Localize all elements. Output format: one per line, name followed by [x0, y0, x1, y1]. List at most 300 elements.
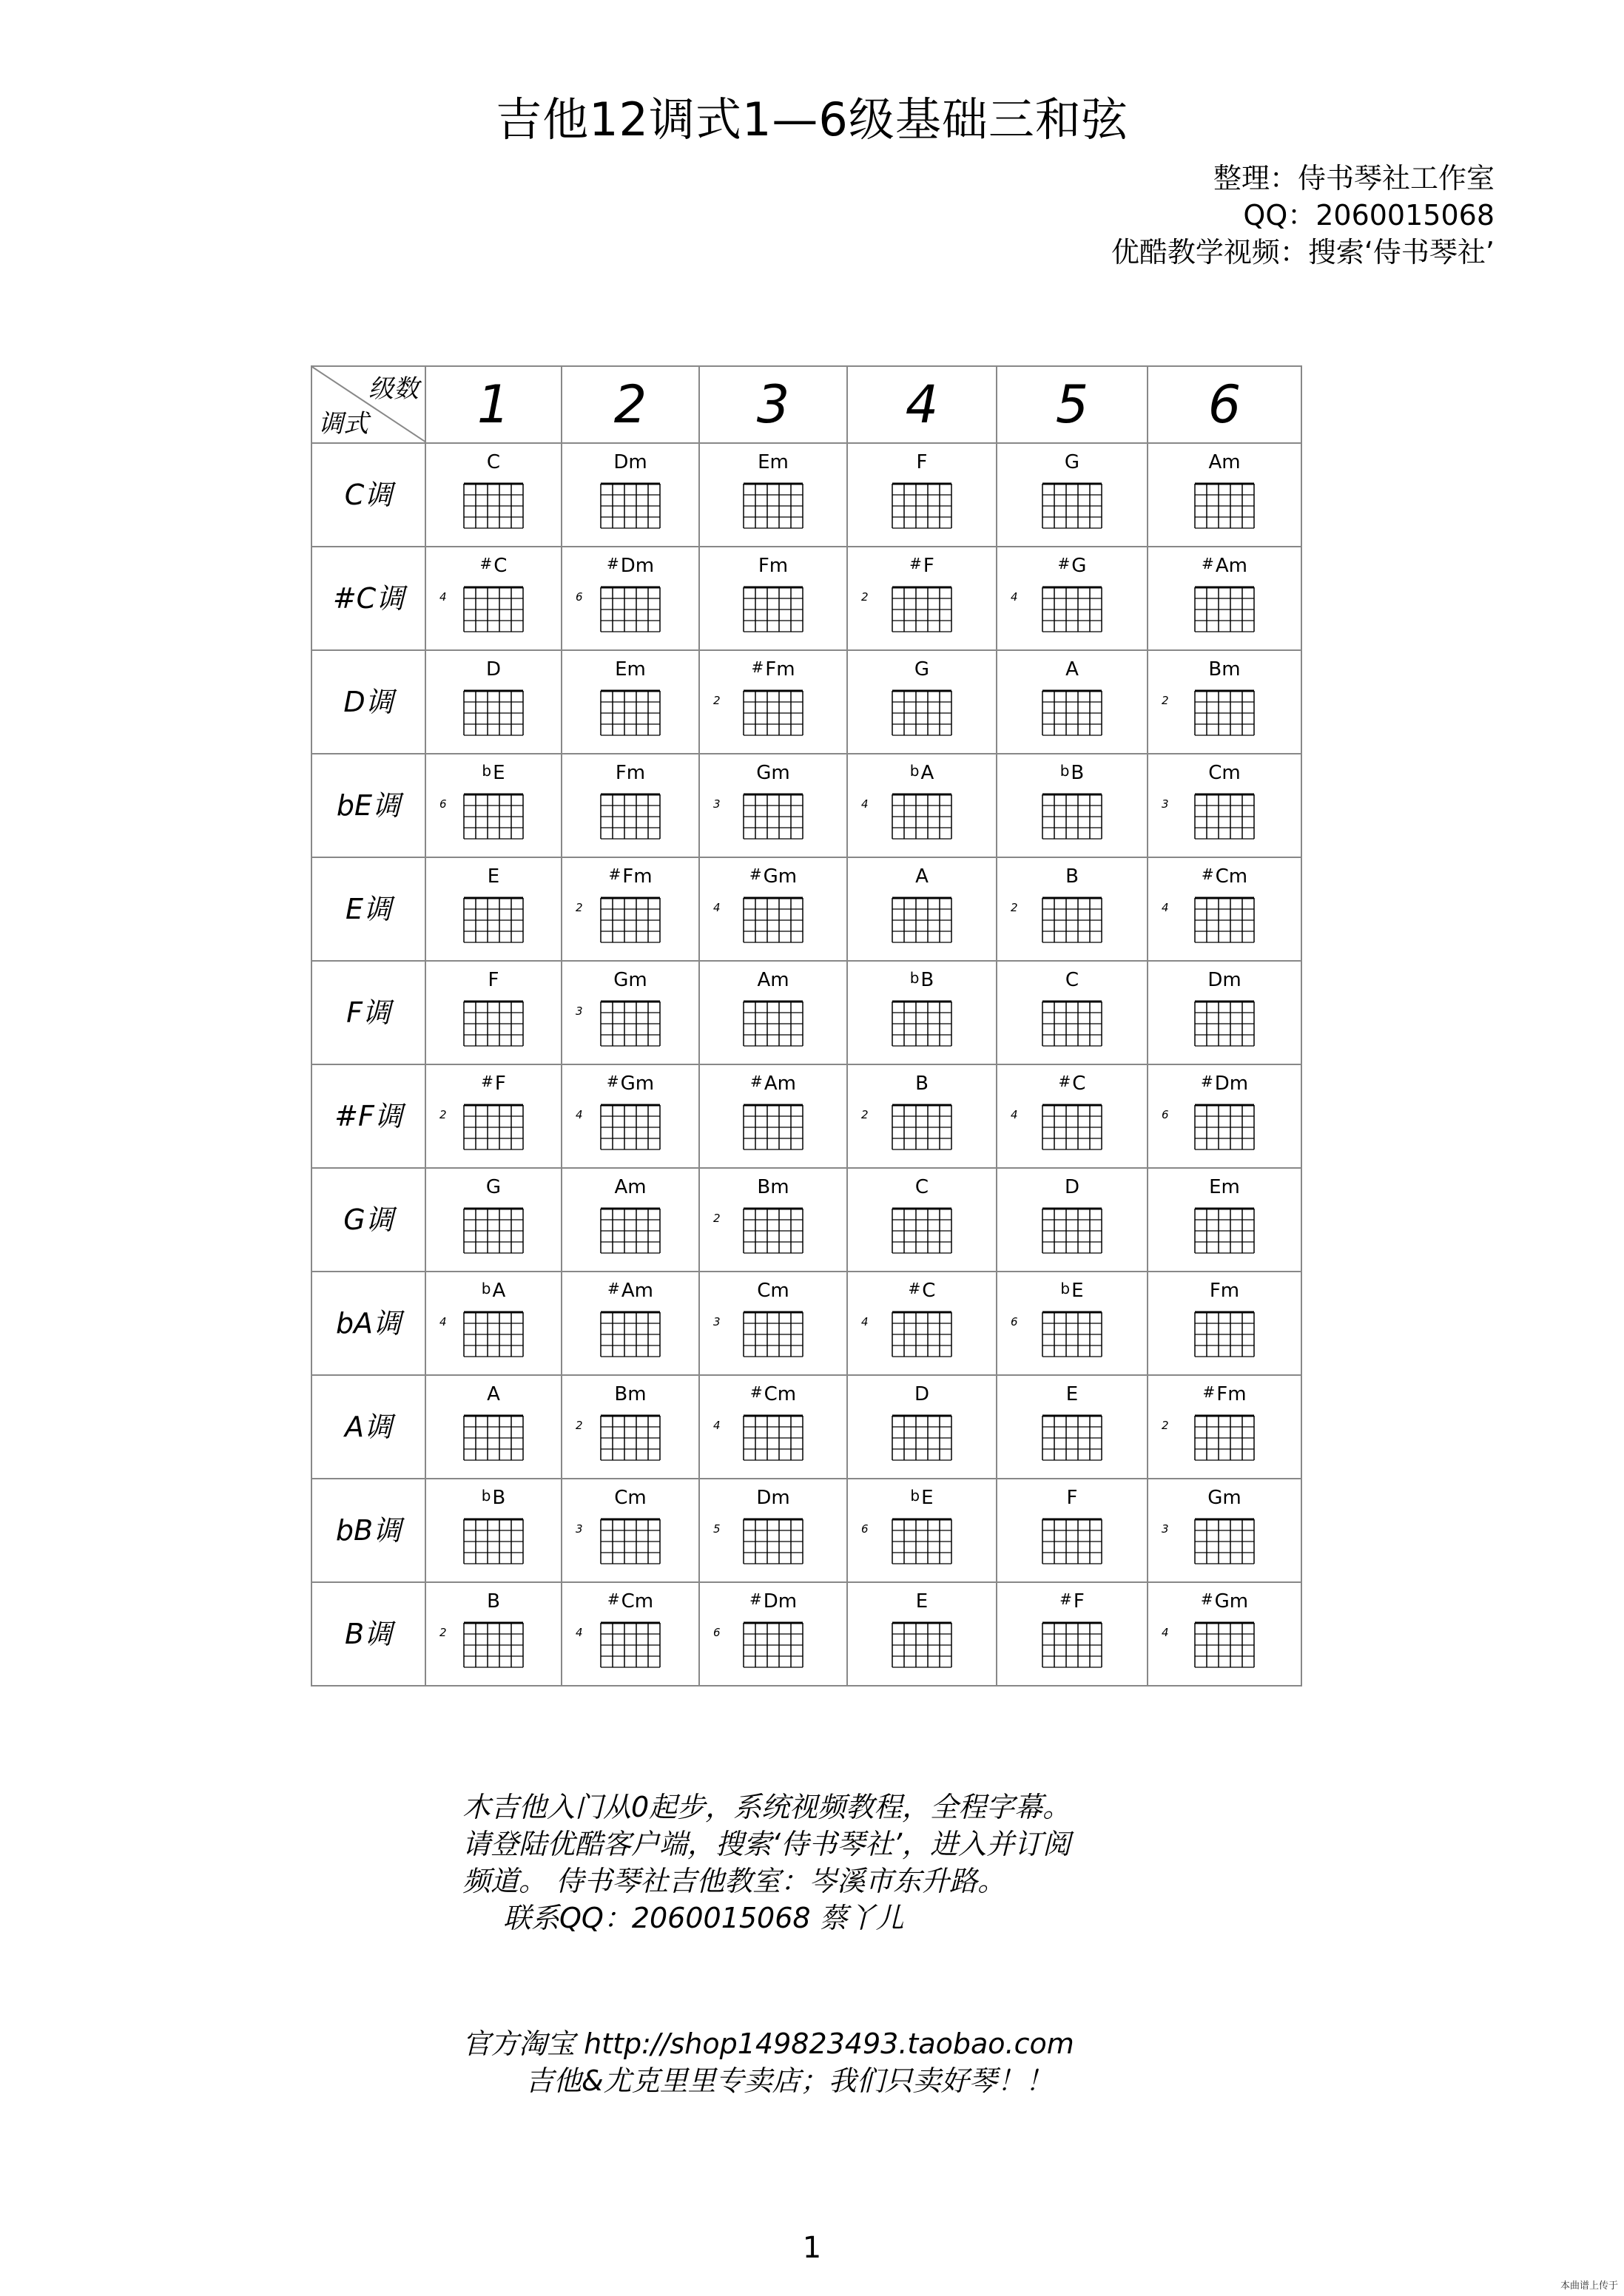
chord-name — [1148, 555, 1301, 577]
chord-diagram — [742, 1516, 804, 1565]
chord-cell — [699, 547, 847, 650]
key-label: C调 — [344, 479, 393, 511]
chord-name — [997, 1487, 1147, 1509]
chord-name-text: Cm — [764, 1383, 797, 1405]
chord-name — [426, 555, 561, 577]
chord-cell — [699, 961, 847, 1064]
chord-cell — [425, 1064, 562, 1168]
fretboard-grid — [1193, 1309, 1256, 1358]
chord-name — [700, 969, 846, 991]
chord-name — [426, 1383, 561, 1405]
chord-cell — [997, 961, 1148, 1064]
chord-diagram — [1041, 481, 1103, 530]
chord-cell — [847, 754, 997, 857]
chord-cell — [1148, 754, 1301, 857]
accidental-mark: # — [1201, 865, 1214, 883]
key-label: E调 — [345, 893, 391, 925]
chord-name-text: F — [1073, 1590, 1085, 1613]
fretboard-grid — [599, 1516, 661, 1565]
chord-name-text: C — [486, 451, 501, 473]
chord-cell — [1148, 650, 1301, 754]
chord-cell — [562, 1479, 699, 1582]
accidental-mark: b — [909, 762, 920, 780]
chord-name-text: D — [485, 658, 502, 681]
degree-number: 6 — [1207, 374, 1241, 435]
fret-position-number: 2 — [861, 590, 869, 604]
fret-position-number: 6 — [1162, 1108, 1169, 1121]
accidental-mark: # — [749, 1590, 762, 1608]
chord-name-text: Gm — [756, 762, 790, 784]
chord-cell — [425, 1375, 562, 1479]
chord-cell — [997, 857, 1148, 961]
accidental-mark: b — [481, 1280, 491, 1297]
chord-diagram — [1193, 481, 1256, 530]
fretboard-grid — [1193, 1102, 1256, 1151]
chord-name — [1148, 865, 1301, 888]
fretboard-grid — [891, 1620, 953, 1669]
chord-name-text: Cm — [1208, 762, 1241, 784]
fret-position-number: 5 — [713, 1522, 721, 1536]
chord-name — [562, 1590, 698, 1613]
chord-name — [997, 762, 1147, 784]
chord-cell — [997, 547, 1148, 650]
chord-name-text: Cm — [1215, 865, 1248, 888]
chord-diagram — [891, 481, 953, 530]
key-cell — [311, 1168, 425, 1272]
chord-cell — [425, 1168, 562, 1272]
chord-name — [426, 969, 561, 991]
page-title: 吉他12调式1—6级基础三和弦 — [496, 92, 1128, 146]
shop-link[interactable]: 官方淘宝 http://shop149823493.taobao.com — [462, 2027, 1074, 2060]
fretboard-grid — [742, 895, 804, 944]
fretboard-grid — [1193, 688, 1256, 737]
chord-name-text: Fm — [615, 762, 646, 784]
fret-position-number: 2 — [439, 1108, 447, 1121]
chord-name — [700, 1073, 846, 1095]
chord-diagram — [742, 1102, 804, 1151]
table-row — [311, 1479, 1301, 1582]
chord-name-text: Cm — [614, 1487, 647, 1509]
chord-diagram — [1193, 584, 1256, 633]
fretboard-grid — [1041, 1516, 1103, 1565]
accidental-mark: # — [1202, 555, 1214, 573]
chord-cell — [1148, 1168, 1301, 1272]
chord-name-text: F — [494, 1073, 506, 1095]
chord-cell — [425, 650, 562, 754]
fretboard-grid — [891, 1516, 953, 1565]
chord-name-text: Em — [615, 658, 646, 681]
chord-name — [997, 1590, 1147, 1613]
table-row — [311, 1582, 1301, 1686]
contact-line: 联系QQ：2060015068 蔡丫儿 — [503, 1902, 904, 1934]
chord-diagram — [462, 1620, 525, 1669]
chord-name — [426, 1280, 561, 1302]
table-row — [311, 443, 1301, 547]
chord-diagram — [891, 1516, 953, 1565]
fretboard-grid — [1041, 1413, 1103, 1462]
chord-name — [997, 969, 1147, 991]
chord-cell — [562, 1375, 699, 1479]
chord-diagram — [891, 1620, 953, 1669]
chord-name — [426, 1487, 561, 1509]
chord-name-text: Dm — [620, 555, 655, 577]
accidental-mark: # — [749, 1383, 763, 1401]
table-row — [311, 650, 1301, 754]
chord-name — [848, 865, 996, 888]
accidental-mark: # — [606, 555, 619, 573]
chord-diagram — [742, 895, 804, 944]
chord-name-text: F — [923, 555, 934, 577]
key-label: bE调 — [336, 789, 401, 822]
chord-name-text: Cm — [621, 1590, 654, 1613]
fret-position-number: 4 — [439, 1315, 447, 1328]
fretboard-grid — [462, 1309, 525, 1358]
chord-name-text: Dm — [613, 451, 647, 473]
key-cell — [311, 650, 425, 754]
chord-cell — [562, 547, 699, 650]
fretboard-grid — [742, 791, 804, 840]
table-row — [311, 1375, 1301, 1479]
chord-name — [426, 762, 561, 784]
promo-line-3: 频道。 侍书琴社吉他教室：岑溪市东升路。 — [462, 1865, 1006, 1897]
fret-position-number: 6 — [713, 1626, 721, 1639]
chord-name-text: Dm — [1214, 1073, 1249, 1095]
degree-heading: 级数 — [368, 374, 419, 404]
chord-cell — [847, 961, 997, 1064]
accidental-mark: b — [482, 762, 492, 780]
key-cell — [311, 547, 425, 650]
chord-name-text: C — [922, 1280, 936, 1302]
fretboard-grid — [1041, 1309, 1103, 1358]
fret-position-number: 4 — [713, 1419, 721, 1432]
chord-diagram — [1193, 1309, 1256, 1358]
chord-diagram — [1193, 688, 1256, 737]
fret-position-number: 3 — [576, 1004, 583, 1018]
video-line: 优酷教学视频：搜索‘侍书琴社’ — [1111, 236, 1495, 269]
chord-name — [700, 658, 846, 681]
fretboard-grid — [891, 999, 953, 1047]
chord-diagram — [462, 999, 525, 1047]
fretboard-grid — [462, 688, 525, 737]
chord-diagram — [742, 791, 804, 840]
fret-position-number: 4 — [1162, 901, 1169, 914]
fretboard-grid — [462, 999, 525, 1047]
chord-diagram — [599, 1309, 661, 1358]
fretboard-grid — [742, 1206, 804, 1255]
accidental-mark: # — [909, 555, 922, 573]
chord-cell — [699, 857, 847, 961]
chord-name — [562, 1383, 698, 1405]
chord-name — [426, 1073, 561, 1095]
chord-name-text: Fm — [1216, 1383, 1247, 1405]
chord-cell — [847, 650, 997, 754]
chord-name — [700, 1487, 846, 1509]
fret-position-number: 3 — [576, 1522, 583, 1536]
chord-diagram — [1041, 584, 1103, 633]
chord-name — [848, 1590, 996, 1613]
chord-diagram — [1041, 1309, 1103, 1358]
fretboard-grid — [599, 1309, 661, 1358]
fret-position-number: 2 — [1162, 1419, 1169, 1432]
accidental-mark: # — [481, 1073, 493, 1090]
fret-position-number: 4 — [713, 901, 721, 914]
degree-header-4 — [847, 366, 997, 443]
chord-diagram — [599, 584, 661, 633]
chord-cell — [425, 547, 562, 650]
chord-name-text: G — [914, 658, 930, 681]
fret-position-number: 6 — [576, 590, 583, 604]
fret-position-number: 3 — [1162, 797, 1169, 811]
chord-cell — [1148, 443, 1301, 547]
chord-cell — [699, 1375, 847, 1479]
fret-position-number: 4 — [861, 797, 869, 811]
fret-position-number: 2 — [1162, 694, 1169, 707]
chord-cell — [1148, 547, 1301, 650]
chord-cell — [425, 1272, 562, 1375]
chord-diagram — [1041, 688, 1103, 737]
fretboard-grid — [1041, 1620, 1103, 1669]
accidental-mark: # — [1200, 1073, 1213, 1090]
chord-name-text: E — [1065, 1383, 1079, 1405]
accidental-mark: b — [909, 969, 920, 987]
chord-cell — [847, 443, 997, 547]
chord-name-text: Gm — [1214, 1590, 1249, 1613]
chord-name — [426, 1590, 561, 1613]
chord-name-text: Am — [1215, 555, 1247, 577]
chord-name — [700, 1590, 846, 1613]
fretboard-grid — [462, 1620, 525, 1669]
promo-line-1: 木吉他入门从0起步，系统视频教程，全程字幕。 — [462, 1791, 1071, 1823]
chord-cell — [425, 1479, 562, 1582]
chord-diagram — [1193, 1516, 1256, 1565]
chord-name-text: Am — [757, 969, 789, 991]
fretboard-grid — [462, 1413, 525, 1462]
key-cell — [311, 443, 425, 547]
accidental-mark: b — [481, 1487, 491, 1505]
fretboard-grid — [742, 1620, 804, 1669]
chord-cell — [997, 650, 1148, 754]
chord-name — [562, 451, 698, 473]
fretboard-grid — [462, 895, 525, 944]
chord-name — [848, 1073, 996, 1095]
fret-position-number: 6 — [1011, 1315, 1018, 1328]
degree-header-6 — [1148, 366, 1301, 443]
qq-line: QQ：2060015068 — [1243, 199, 1495, 232]
chord-cell — [425, 961, 562, 1064]
chord-cell — [1148, 1479, 1301, 1582]
chord-cell — [847, 1272, 997, 1375]
chord-cell — [1148, 1064, 1301, 1168]
chord-name-text: Gm — [763, 865, 798, 888]
chord-diagram — [891, 1206, 953, 1255]
chord-diagram — [1041, 1413, 1103, 1462]
chord-cell — [1148, 1375, 1301, 1479]
fret-position-number: 4 — [439, 590, 447, 604]
footer-text: 本曲谱上传于 — [1560, 2280, 1618, 2292]
chord-name — [1148, 1383, 1301, 1405]
fretboard-grid — [891, 1206, 953, 1255]
fret-position-number: 2 — [1011, 901, 1018, 914]
accidental-mark: b — [1059, 762, 1070, 780]
chord-diagram — [742, 1206, 804, 1255]
fret-position-number: 4 — [1162, 1626, 1169, 1639]
chord-diagram — [1041, 1206, 1103, 1255]
chord-diagram — [462, 1102, 525, 1151]
chord-name — [700, 1176, 846, 1198]
chord-name — [562, 555, 698, 577]
chord-cell — [1148, 1582, 1301, 1686]
chord-diagram — [462, 895, 525, 944]
accidental-mark: # — [750, 1073, 763, 1090]
chord-cell — [699, 754, 847, 857]
chord-name-text: D — [1064, 1176, 1080, 1198]
chord-cell — [847, 857, 997, 961]
accidental-mark: # — [1057, 555, 1071, 573]
chord-name-text: Bm — [614, 1383, 647, 1405]
table-row — [311, 754, 1301, 857]
chord-name-text: C — [914, 1176, 929, 1198]
chord-cell — [562, 1064, 699, 1168]
key-heading: 调式 — [318, 409, 368, 439]
chord-diagram — [1041, 895, 1103, 944]
chord-name — [562, 1487, 698, 1509]
chord-cell — [562, 1272, 699, 1375]
key-cell — [311, 857, 425, 961]
chord-name — [426, 658, 561, 681]
chord-cell — [562, 961, 699, 1064]
chord-cell — [699, 443, 847, 547]
chord-cell — [562, 443, 699, 547]
chord-name — [562, 658, 698, 681]
chord-diagram — [891, 895, 953, 944]
chord-cell — [425, 443, 562, 547]
chord-name-text: E — [915, 1590, 929, 1613]
fret-position-number: 3 — [1162, 1522, 1169, 1536]
chord-cell — [425, 754, 562, 857]
chord-cell — [847, 547, 997, 650]
chord-name-text: Gm — [620, 1073, 655, 1095]
fretboard-grid — [742, 1102, 804, 1151]
chord-cell — [847, 1168, 997, 1272]
chord-cell — [847, 1375, 997, 1479]
key-label: A调 — [345, 1411, 392, 1443]
chord-diagram — [462, 1413, 525, 1462]
fretboard-grid — [599, 1413, 661, 1462]
chord-name — [562, 1280, 698, 1302]
chord-name — [562, 762, 698, 784]
chord-name — [562, 1176, 698, 1198]
chord-diagram — [1041, 1620, 1103, 1669]
fretboard-grid — [742, 1413, 804, 1462]
fret-position-number: 6 — [861, 1522, 869, 1536]
fretboard-grid — [742, 1516, 804, 1565]
chord-diagram — [742, 1620, 804, 1669]
chord-name — [1148, 451, 1301, 473]
fret-position-number: 2 — [713, 694, 721, 707]
chord-diagram — [462, 1309, 525, 1358]
chord-name-text: Bm — [1208, 658, 1241, 681]
chord-name — [997, 865, 1147, 888]
shop-slogan: 吉他&尤克里里专卖店；我们只卖好琴！！ — [525, 2064, 1054, 2097]
chord-name-text: B — [1065, 865, 1079, 888]
chord-name-text: Am — [1208, 451, 1241, 473]
chord-cell — [847, 1064, 997, 1168]
fretboard-grid — [891, 1102, 953, 1151]
chord-name-text: F — [1066, 1487, 1078, 1509]
chord-name — [997, 451, 1147, 473]
fret-position-number: 4 — [1011, 590, 1018, 604]
chord-name — [997, 1280, 1147, 1302]
chord-name-text: E — [487, 865, 500, 888]
chord-name-text: Am — [614, 1176, 647, 1198]
chord-name — [997, 1176, 1147, 1198]
fretboard-grid — [1193, 1620, 1256, 1669]
chord-diagram — [742, 481, 804, 530]
accidental-mark: # — [1059, 1590, 1072, 1608]
chord-diagram — [1193, 999, 1256, 1047]
chord-name — [997, 1073, 1147, 1095]
degree-number: 5 — [1055, 374, 1089, 435]
fretboard-grid — [462, 791, 525, 840]
fretboard-grid — [599, 481, 661, 530]
chord-name — [426, 865, 561, 888]
chord-name — [997, 658, 1147, 681]
chord-diagram — [599, 1102, 661, 1151]
key-label: F调 — [346, 996, 391, 1029]
degree-number: 2 — [613, 374, 647, 435]
chord-name-text: Dm — [763, 1590, 798, 1613]
promo-line-2: 请登陆优酷客户端，搜索‘侍书琴社’，进入并订阅 — [462, 1828, 1071, 1860]
fret-position-number: 2 — [439, 1626, 447, 1639]
chord-name — [562, 969, 698, 991]
chord-name-text: C — [1065, 969, 1079, 991]
chord-diagram — [1193, 895, 1256, 944]
chord-name — [848, 969, 996, 991]
fretboard-grid — [1041, 481, 1103, 530]
fretboard-grid — [462, 1102, 525, 1151]
key-label: B调 — [344, 1618, 393, 1650]
chord-cell — [997, 1479, 1148, 1582]
fretboard-grid — [599, 1206, 661, 1255]
degree-header-5 — [997, 366, 1148, 443]
fretboard-grid — [891, 1413, 953, 1462]
table-row — [311, 857, 1301, 961]
chord-name-text: Fm — [1209, 1280, 1240, 1302]
degree-header-3 — [699, 366, 847, 443]
accidental-mark: # — [1200, 1590, 1213, 1608]
chord-diagram — [462, 1516, 525, 1565]
fretboard-grid — [891, 584, 953, 633]
chord-cell — [847, 1479, 997, 1582]
fretboard-grid — [462, 481, 525, 530]
fretboard-grid — [599, 791, 661, 840]
key-cell — [311, 754, 425, 857]
chord-diagram — [599, 1620, 661, 1669]
chord-cell — [425, 1582, 562, 1686]
chord-name — [848, 762, 996, 784]
chord-diagram — [742, 1413, 804, 1462]
fretboard-grid — [1041, 688, 1103, 737]
chord-name-text: Am — [764, 1073, 796, 1095]
chord-diagram — [599, 999, 661, 1047]
table-row — [311, 1168, 1301, 1272]
chord-name-text: Dm — [1207, 969, 1241, 991]
chord-cell — [997, 1375, 1148, 1479]
fretboard-grid — [891, 688, 953, 737]
chord-table — [311, 365, 1302, 1686]
chord-diagram — [1193, 791, 1256, 840]
accidental-mark: b — [910, 1487, 920, 1505]
